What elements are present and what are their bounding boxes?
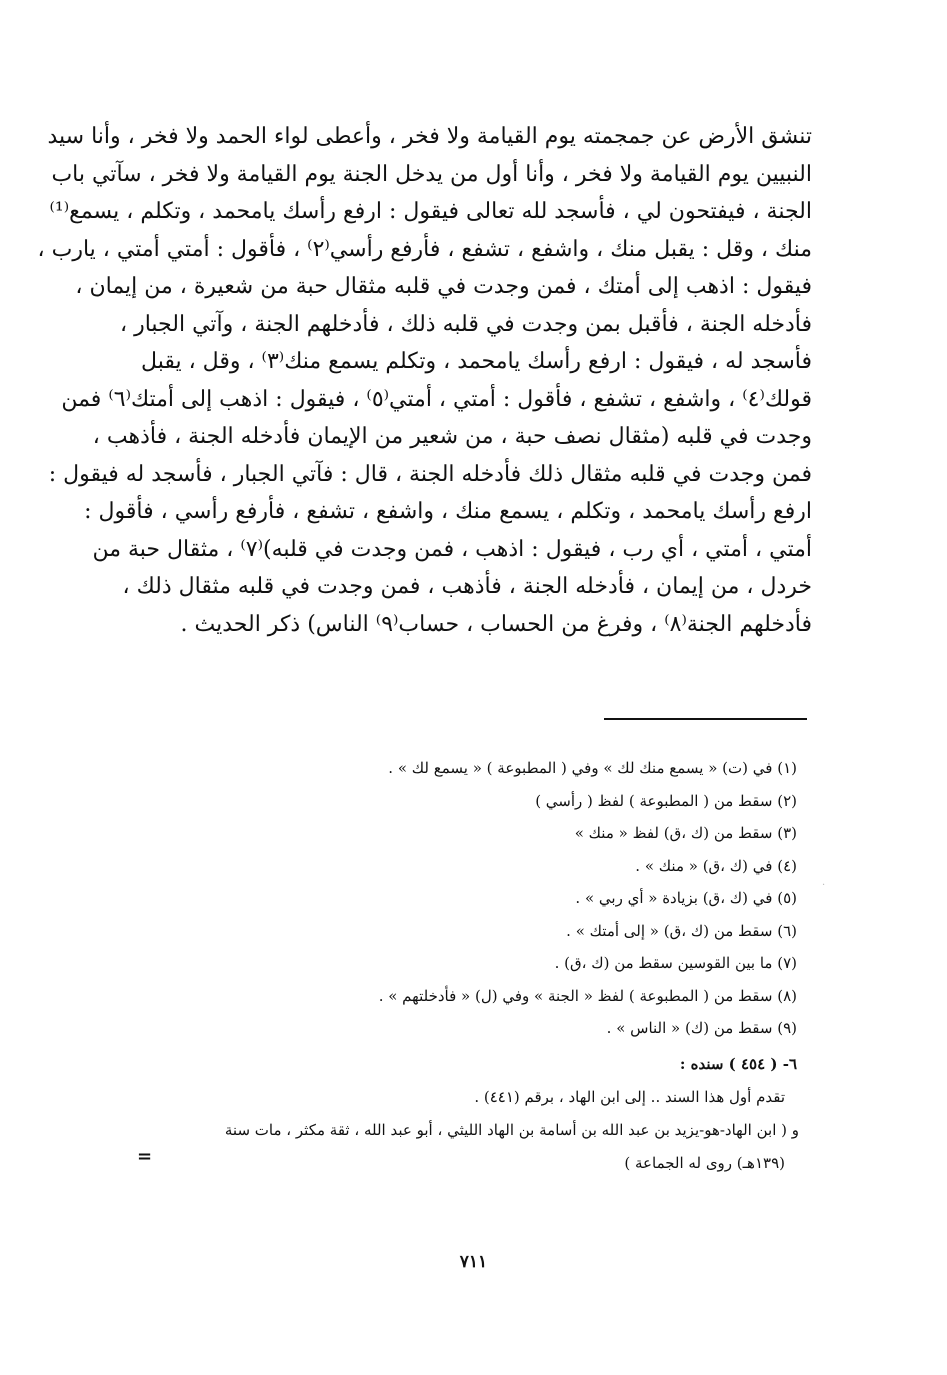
sanad-line: و ( ابن الهاد-هو-يزيد بن عبد الله بن أسامة بن الهاد الليثي ، أبو عبد الله ، ثقة مكثر ، مات سنة [224,1121,799,1139]
main-text [37,118,812,643]
footnote-item: (٥) في (ك ،ق) بزيادة « أي ربي » . [575,889,797,907]
footnote-item: (٦) سقط من (ك ،ق) « إلى أمتك » . [566,921,797,940]
footnotes-list [137,752,797,1045]
sanad-line: تقدم أول هذا السند .. إلى ابن الهاد ، برقم (٤٤١) . [474,1088,785,1106]
footnote-item: (١) في (ت) « يسمع منك لك » وفي ( المطبوعة ) « يسمع لك » . [388,759,797,777]
main-text-line: الجنة ، فيفتحون لي ، فأسجد لله تعالى فيقول : ارفع رأسك يامحمد ، وتكلم ، يسمع⁽¹⁾ [49,199,812,224]
main-text-line: خردل ، من إيمان ، فأدخله الجنة ، فأذهب ، فمن وجدت في قلبه مثقال ذلك ، [122,574,812,599]
main-text-line: فيقول : اذهب إلى أمتك ، فمن وجدت في قلبه مثقال حبة من شعيرة ، من إيمان ، [75,274,812,299]
main-text-line: وجدت في قلبه (مثقال نصف حبة ، من شعير من الإيمان فأدخله الجنة ، فأذهب ، [92,424,812,449]
sanad-heading: ٦- ( ٤٥٤ ) سنده : [679,1055,797,1073]
main-text-line: فمن وجدت في قلبه مثقال ذلك فأدخله الجنة ، قال : فآتي الجبار ، فأسجد له فيقول : [48,461,812,487]
main-text-line: ارفع رأسك يامحمد ، وتكلم ، يسمع منك ، واشفع ، تشفع ، فأرفع رأسي ، فأقول : [84,499,812,524]
main-text-line: فأسجد له ، فيقول : ارفع رأسك يامحمد ، وتكلم يسمع منك⁽٣⁾ ، وقل ، يقبل [141,349,812,374]
sanad-line: (١٣٩هـ) روى له الجماعة ) [624,1154,785,1172]
footnote-item: (٨) سقط من ( المطبوعة ) لفظ « الجنة » وفي (ل) « فأدخلتهم » . [378,986,797,1005]
continued-mark: = [137,1146,153,1167]
footnote-item: (٢) سقط من ( المطبوعة ) لفظ ( رأسي ) [535,791,797,810]
main-text-line: منك ، وقل : يقبل منك ، واشفع ، تشفع ، فأرفع رأسي⁽٢⁾ ، فأقول : أمتي أمتي ، يارب ، [37,236,812,262]
main-text-line: تنشق الأرض عن جمجمته يوم القيامة ولا فخر ، وأعطى لواء الحمد ولا فخر ، وأنا سيد [47,124,812,149]
footnote-item: (٤) في (ك ،ق) « منك » . [635,856,797,875]
main-text-line: فأدخله الجنة ، فأقبل بمن وجدت في قلبه ذلك ، فأدخلهم الجنة ، وآتي الجبار ، [120,311,812,337]
main-text-line: قولك⁽٤⁾ ، واشفع ، تشفع ، فأقول : أمتي ، أمتي⁽٥⁾ ، فيقول : اذهب إلى أمتك⁽٦⁾ فمن [61,386,812,412]
main-text-line: النبيين يوم القيامة ولا فخر ، وأنا أول من يدخل الجنة يوم القيامة ولا فخر ، سآتي باب [51,161,812,187]
main-text-line: فأدخلهم الجنة⁽٨⁾ ، وفرغ من الحساب ، حساب⁽٩⁾ الناس) ذكر الحديث . [180,611,812,637]
page-speck: · [822,880,826,891]
page-number: ٧١١ [459,1252,488,1272]
footnote-item: (٧) ما بين القوسين سقط من (ك ،ق) . [554,954,797,972]
sanad-section [127,1048,797,1180]
footnote-item: (٣) سقط من (ك ،ق) لفظ « منك » [574,824,797,842]
main-text-line: أمتي ، أمتي ، أي رب ، فيقول : اذهب ، فمن وجدت في قلبه)⁽٧⁾ ، مثقال حبة من [92,536,812,562]
footnote-separator [604,718,807,720]
footnote-item: (٩) سقط من (ك) « الناس » . [606,1019,797,1037]
